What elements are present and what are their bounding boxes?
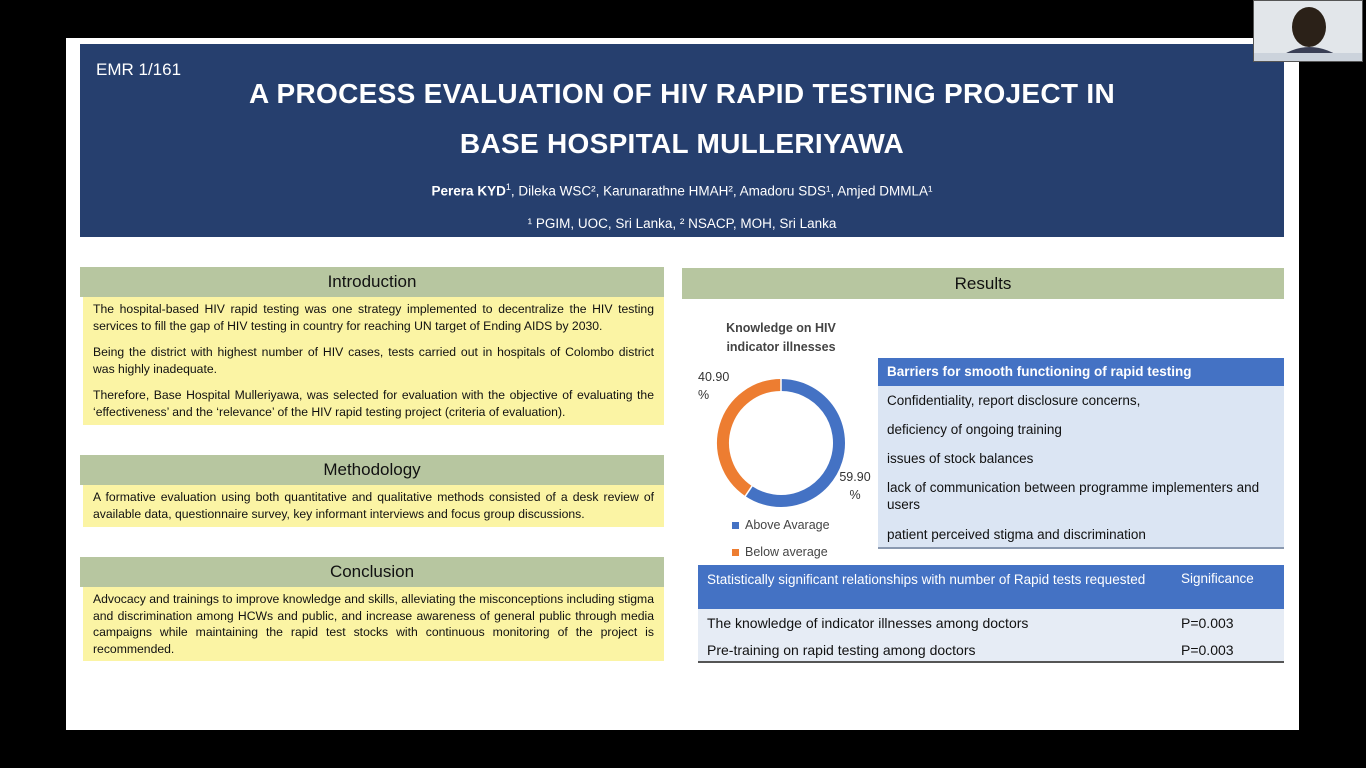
affiliations: ¹ PGIM, UOC, Sri Lanka, ² NSACP, MOH, Sri Lanka	[527, 216, 837, 231]
results-heading: Results	[682, 268, 1284, 299]
barrier-item: patient perceived stigma and discrimination	[887, 527, 1146, 542]
intro-paragraph: Therefore, Base Hospital Mulleriyawa, was selected for evaluation with the objective of evaluating the ‘effectiveness’ and the ‘relevance’ of the HIV rapid testing project (criteria of evaluation).	[93, 388, 654, 419]
poster-title-line1: A PROCESS EVALUATION OF HIV RAPID TESTING PROJECT IN	[248, 78, 1116, 109]
barriers-table	[878, 358, 1284, 549]
table-border	[698, 661, 1284, 663]
legend-swatch	[732, 522, 739, 529]
participant-video-thumbnail[interactable]	[1253, 0, 1363, 62]
donut-label-below: 40.90 %	[698, 370, 730, 402]
barrier-item: lack of communication between programme implementers and users	[887, 480, 1260, 512]
barrier-item: deficiency of ongoing training	[887, 422, 1062, 437]
legend-item-above	[732, 518, 830, 532]
poster-slide	[66, 38, 1299, 730]
lead-author: Perera KYD	[431, 183, 506, 199]
barrier-item: Confidentiality, report disclosure concerns,	[887, 393, 1141, 408]
authors	[80, 182, 1284, 199]
barriers-heading: Barriers for smooth functioning of rapid testing	[878, 358, 1284, 386]
barrier-item: issues of stock balances	[887, 451, 1034, 466]
abstract-code: EMR 1/161	[96, 60, 182, 79]
header-relationship: Statistically significant relationships with number of Rapid tests requested	[707, 572, 1146, 587]
significance-table-header	[698, 565, 1284, 609]
legend-label: Above Avarage	[745, 518, 830, 532]
chart-title: Knowledge on HIV indicator illnesses	[726, 321, 836, 354]
conclusion-text	[83, 587, 664, 661]
header-significance: Significance	[1181, 571, 1254, 586]
relationship-cell: The knowledge of indicator illnesses among doctors	[707, 615, 1029, 631]
intro-paragraph: The hospital-based HIV rapid testing was one strategy implemented to decentralize the HIV testing services to fill the gap of HIV testing in country for reaching UN target of Ending AIDS by 2030.	[93, 302, 654, 333]
poster-title-line2: BASE HOSPITAL MULLERIYAWA	[459, 128, 905, 159]
other-authors: , Dileka WSC², Karunarathne HMAH², Amadoru SDS¹, Amjed DMMLA¹	[510, 183, 933, 199]
poster-header	[80, 44, 1284, 237]
participant-avatar-icon	[1254, 1, 1362, 61]
introduction-heading: Introduction	[80, 267, 664, 297]
significance-cell: P=0.003	[1181, 615, 1234, 631]
donut-label-above: 59.90 %	[839, 470, 871, 502]
legend-label: Below average	[745, 545, 828, 559]
lead-author-affil: 1	[505, 182, 511, 192]
introduction-text	[83, 297, 664, 425]
conclusion-heading: Conclusion	[80, 557, 664, 587]
legend-item-below	[732, 545, 828, 559]
relationship-cell: Pre-training on rapid testing among doctors	[707, 642, 976, 658]
donut-slice-above	[749, 385, 839, 501]
methodology-paragraph: A formative evaluation using both quantitative and qualitative methods consisted of a desk review of available data, questionnaire survey, key informant interviews and focus group discussions.	[93, 490, 654, 521]
conclusion-paragraph: Advocacy and trainings to improve knowledge and skills, alleviating the misconceptions including stigma and discrimination among HCWs and public, and increase awareness of general public through media campaigns while maintaining the rapid test stocks with continuous monitoring of the project is recommended.	[93, 592, 654, 656]
significance-table	[698, 565, 1284, 663]
table-border	[878, 547, 1284, 549]
methodology-heading: Methodology	[80, 455, 664, 485]
legend-swatch	[732, 549, 739, 556]
methodology-text	[83, 485, 664, 527]
intro-paragraph: Being the district with highest number of HIV cases, tests carried out in hospitals of Colombo district was highly inadequate.	[93, 345, 654, 376]
significance-cell: P=0.003	[1181, 642, 1234, 658]
